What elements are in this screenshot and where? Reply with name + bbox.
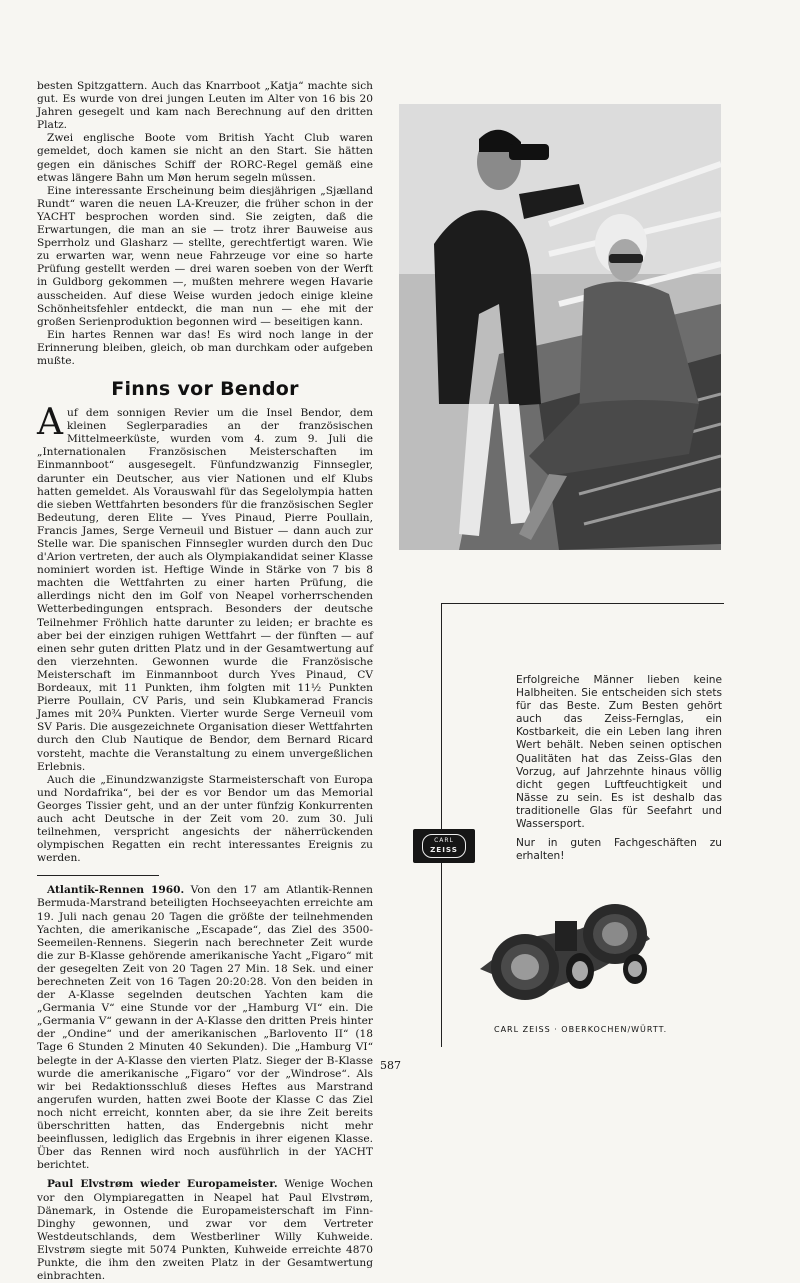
photo-illustration	[399, 104, 721, 550]
page-number: 587	[380, 1059, 401, 1072]
binoculars-illustration	[460, 899, 660, 1009]
paragraph: Zwei englische Boote vom British Yacht Club waren gemeldet, doch kamen sie nicht an den Start. Sie hätten gegen ein dänisches Schiff der RORC-Regel gemäß eine etwas längere Bahn um Møn herum segeln müssen.	[37, 132, 373, 184]
paragraph-body: uf dem sonnigen Revier um die Insel Bendor, dem kleinen Seglerparadies an der französischen Mittelmeerküste, wurden vom 4. zum 9. Juli die „Internationalen Französischen Meisterschaften im Einmannboot“ ausgesegelt. Fünfundzwanzig Finnsegler, darunter ein Deutscher, aus vier Nationen und elf Klubs hatten gemeldet. Als Vorauswahl für das Segelolympia hatten die sieben Wettfahrten besonders für die französischen Segler Bedeutung, deren Elite — Yves Pinaud, Pierre Poullain, Francis James, Serge Verneuil und Bistuer — dann auch zur Stelle war. Die spanischen Finnsegler wurden durch den Duc d'Arion vertreten, der auch als Olympiakandidat seiner Klasse nominiert worden ist. Heftige Winde in Stärke von 7 bis 8 machten die Wettfahrten zu einer harten Prüfung, die allerdings nicht den im Golf von Neapel vorherrschenden Wetterbedingungen entsprach. Besonders der deutsche Teilnehmer Fröhlich hatte darunter zu leiden; er brachte es aber bei der einzigen ruhigen Wettfahrt — der fünften — auf einen sehr guten dritten Platz und in der Gesamtwertung auf den vierzehnten. Gewonnen wurde die Französische Meisterschaft im Einmannboot durch Yves Pinaud, CV Bordeaux, mit 11 Punkten, ihm folgten mit 11½ Punkten Pierre Poullain, CV Paris, und sein Klubkamerad Francis James mit 20¾ Punkten. Vierter wurde Serge Verneuil vom SV Paris. Die ausgezeichnete Organisation dieser Wettfahrten durch den Club Nautique de Bendor, dem Bernard Ricard vorsteht, machte die Veranstaltung zu einem unvergeßlichen Erlebnis.	[37, 407, 373, 773]
news-item	[37, 884, 373, 1172]
drop-cap: A	[37, 402, 63, 444]
logo-text-zeiss: ZEISS	[430, 845, 458, 854]
ad-footer: CARL ZEISS · OBERKOCHEN/WÜRTT.	[494, 1025, 668, 1034]
news-title: Atlantik-Rennen 1960.	[47, 884, 185, 897]
logo-text-carl: CARL	[434, 837, 454, 844]
paragraph: Ein hartes Rennen war das! Es wird noch lange in der Erinnerung bleiben, gleich, ob man durchkam oder aufgeben mußte.	[37, 328, 373, 367]
paragraph: Eine interessante Erscheinung beim diesjährigen „Sjælland Rundt“ waren die neuen LA-Kreuzer, die früher schon in der YACHT besprochen worden sind. Sie zeigten, daß die Erwartungen, die man an sie — trotz ihrer Bauweise aus Sperrholz und Glasharz — stellte, gerechtfertigt waren. Wie zu erwarten war, wenn neue Fahrzeuge vor eine so harte Prüfung gestellt werden — drei waren soeben von der Werft in Guldborg gekommen —, mußten mehrere wegen Havarie ausscheiden. Auf diese Weise wurden jedoch einige kleine Schönheitsfehler entdeckt, die man nun — ehe mit der großen Serienproduktion begonnen wird — beseitigen kann.	[37, 184, 373, 328]
paragraph: Auch die „Einundzwanzigste Starmeisterschaft von Europa und Nordafrika“, bei der es vor Bendor um das Memorial Georges Tissier geht, und an der unter fünfzig Konkurrenten auch acht Deutsche in der Zeit vom 20. zum 30. Juli teilnehmen, verspricht angesichts der näherrückenden olympischen Regatten ein recht interessantes Ereignis zu werden.	[37, 773, 373, 865]
news-title: Paul Elvstrøm wieder Europameister.	[47, 1178, 278, 1191]
paragraph: besten Spitzgattern. Auch das Knarrboot „Katja“ machte sich gut. Es wurde von drei jungen Leuten im Alter von 16 bis 20 Jahren gesegelt und kam nach Berechnung auf den dritten Platz.	[37, 80, 373, 132]
zeiss-logo	[413, 829, 475, 863]
news-item	[37, 1178, 373, 1283]
photo-couple-on-boat	[399, 104, 721, 550]
ad-copy	[516, 674, 722, 863]
ad-note: Nur in guten Fachgeschäften zu erhalten!	[516, 837, 722, 863]
ad-text: Erfolgreiche Männer lieben keine Halbheiten. Sie entscheiden sich stets für das Beste. Zum Besten gehört auch das Zeiss-Fernglas, ein Kostbarkeit, die ein Leben lang ihren Wert behält. Neben seinen optischen Qualitäten hat das Zeiss-Glas den Vorzug, auf Jahrzehnte hinaus völlig dicht gegen Luftfeuchtigkeit und Nässe zu sein. Es ist deshalb das traditionelle Glas für Seefahrt und Wassersport.	[516, 674, 722, 831]
zeiss-advertisement	[430, 603, 724, 1047]
article-column	[37, 80, 373, 1283]
paragraph-dropcap	[37, 402, 373, 774]
news-text: Von den 17 am Atlantik-Rennen Bermuda-Marstrand beteiligten Hochseeyachten erreichte am 19. Juli nach genau 20 Tagen die größte der teilnehmenden Yachten, die amerikanische „Escapade“, das Ziel des 3500-Seemeilen-Rennens. Siegerin nach berechneter Zeit wurde die zur B-Klasse gehörende amerikanische Yacht „Figaro“ mit der gesegelten Zeit von 20 Tagen 27 Min. 18 Sek. und einer berechneten Zeit von 16 Tagen 20:20:28. Von den beiden in der A-Klasse segelnden deutschen Yachten kam die „Germania V“ eine Stunde vor der „Hamburg VI“ ein. Die „Germania V“ gewann in der A-Klasse den dritten Preis hinter der „Ondine“ und der amerikanischen „Barlovento II“ (18 Tage 6 Stunden 2 Minuten 40 Sekunden). Die „Hamburg VI“ belegte in der A-Klasse den vierten Platz. Sieger der B-Klasse wurde die amerikanische „Figaro“ vor der „Windrose“. Als wir bei Redaktionsschluß dieses Heftes aus Marstrand angerufen wurden, hatten zwei Boote der Klasse C das Ziel noch nicht erreicht, konnten aber, da sie ihre Zeit bereits überschritten hatten, das Endergebnis nicht mehr beeinflussen, lediglich das Ergebnis in ihrer eigenen Klasse. Über das Rennen wird noch ausführlich in der YACHT berichtet.	[37, 884, 373, 1172]
news-text: Wenige Wochen vor den Olympiaregatten in Neapel hat Paul Elvstrøm, Dänemark, in Ostende die Europameisterschaft im Finn-Dinghy gewonnen, und zwar vor dem Vertreter Westdeutschlands, dem Westberliner Willy Kuhweide. Elvstrøm siegte mit 5074 Punkten, Kuhweide erreichte 4870 Punkte, die ihm den zweiten Platz in der Gesamtwertung einbrachten.	[37, 1178, 374, 1283]
logo-oval	[422, 834, 466, 858]
divider	[37, 875, 159, 876]
section-heading: Finns vor Bendor	[111, 378, 299, 401]
